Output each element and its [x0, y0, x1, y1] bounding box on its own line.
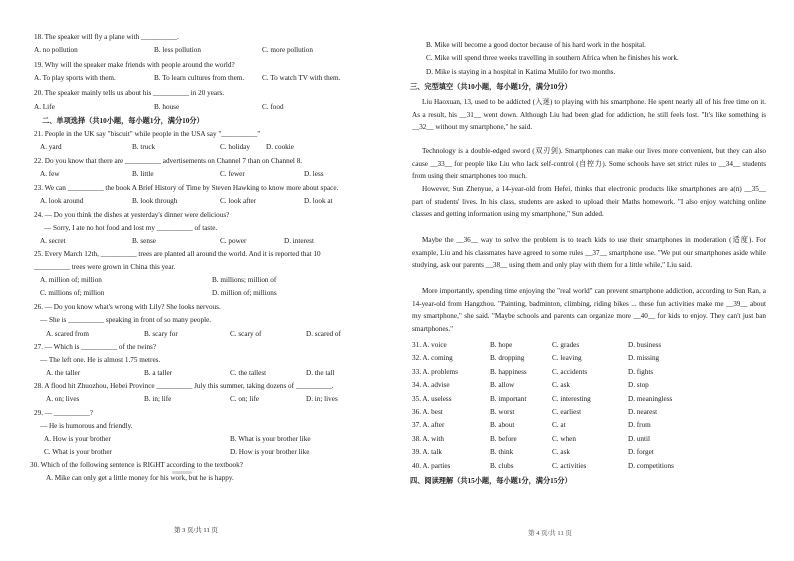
option[interactable]: B. allow — [490, 381, 515, 390]
option[interactable]: D. meaningless — [628, 394, 673, 403]
option[interactable]: B. worst — [490, 408, 515, 416]
question-26: 26. — Do you know what's wrong with Lily? She looks nervous. — [34, 303, 221, 311]
option[interactable]: B. in; life — [144, 395, 172, 403]
option[interactable]: B. To learn cultures from them. — [154, 74, 245, 82]
option[interactable]: D. from — [628, 421, 651, 430]
option[interactable]: B. hope — [490, 341, 513, 349]
option[interactable]: 35. A. useless — [412, 394, 452, 403]
option[interactable]: C. leaving — [552, 354, 582, 363]
option[interactable]: A. on; lives — [46, 395, 80, 403]
option[interactable]: D. fights — [628, 367, 654, 376]
option[interactable]: A. no pollution — [34, 46, 78, 54]
option[interactable]: B. What is your brother like — [230, 435, 311, 443]
option[interactable]: C. interesting — [552, 394, 591, 403]
question-27-reply: — The left one. He is almost 1.75 metres. — [40, 356, 161, 364]
question-21: 21. People in the UK say "biscuit" while people in the USA say "__________" — [34, 130, 261, 138]
option[interactable]: 37. A. after — [412, 421, 445, 430]
page-number: 第 3 页/共 11 页 — [174, 527, 218, 534]
option[interactable]: B. about — [490, 421, 515, 430]
option[interactable]: C. at — [552, 421, 566, 430]
option[interactable]: B. truck — [132, 143, 156, 151]
question-30: 30. Which of the following sentence is RIGHT according to the textbook? — [30, 461, 243, 469]
option[interactable]: D. less — [304, 170, 324, 178]
question-26-reply: — She is __________ speaking in front of so many people. — [40, 316, 212, 324]
cloze-paragraph: More importantly, spending time enjoying the "real world" can prevent smartphone addiction, according to Sun Ran, a 14-year-old from Hangzhou. "Painting, badminton, climbing, riding bikes ... these fun activities make me __39__ about my smartphone," she said. "Maybe schools and parents can organize more __40__ for kids to enjoy. They can't just ban smartphones." — [412, 287, 766, 334]
cloze-paragraph: Maybe the __36__ way to solve the problem is to teach kids to use their smartphones in moderation (适度). For example, Liu and his classmates have agreed to some rules __37__ smartphone use. "We put our smartphones aside while studying, ask our parents __38__ using them and only play with them for a little while," Liu said. — [412, 236, 766, 270]
option[interactable]: D. scared of — [306, 330, 341, 338]
option[interactable]: A. Life — [34, 103, 55, 111]
option[interactable]: 33. A. problems — [412, 367, 458, 376]
option[interactable]: A. the taller — [46, 369, 81, 377]
option[interactable]: D. business — [628, 341, 662, 349]
option[interactable]: D. interest — [284, 237, 314, 245]
option[interactable]: D. forget — [628, 448, 654, 457]
question-29: 29. — __________? — [34, 409, 93, 417]
option[interactable]: C. scary of — [230, 330, 262, 338]
question-25-cont: __________ trees were grown in China this year. — [34, 263, 176, 271]
question-29-reply: — He is humorous and friendly. — [40, 422, 133, 430]
option[interactable]: D. competitions — [628, 461, 674, 470]
option[interactable]: C. food — [262, 103, 284, 111]
option[interactable]: B. millions; million of — [212, 276, 277, 284]
option[interactable]: D. nearest — [628, 408, 658, 416]
option[interactable]: D. million of; millions — [212, 289, 277, 297]
option[interactable]: 36. A. best — [412, 408, 443, 416]
option[interactable]: C. the tallest — [230, 369, 267, 377]
option[interactable]: D. How is your brother like — [230, 448, 310, 456]
question-25: 25. Every March 12th, __________ trees are planted all around the world. And it is reported that 10 — [34, 250, 321, 258]
option[interactable]: 31. A. voice — [412, 341, 447, 349]
option[interactable]: B. a taller — [144, 369, 173, 377]
option[interactable]: D. Mike is staying in a hospital in Katima Mulilo for two months. — [426, 68, 616, 76]
option[interactable]: D. look at — [304, 197, 333, 205]
option[interactable]: A. scared from — [46, 330, 89, 338]
option[interactable]: B. Mike will become a good doctor because of his hard work in the hospital. — [426, 41, 646, 49]
option[interactable]: B. clubs — [490, 461, 514, 470]
question-22: 22. Do you know that there are __________ advertisements on Channel 7 than on Channel 8. — [34, 157, 303, 165]
option[interactable]: C. look after — [220, 197, 257, 205]
option[interactable]: A. million of; million — [40, 276, 102, 284]
option[interactable]: B. think — [490, 448, 514, 457]
option[interactable]: D. in; lives — [306, 395, 338, 403]
option[interactable]: C. accidents — [552, 367, 588, 376]
option[interactable]: C. Mike will spend three weeks travelling in southern Africa when he finishes his work. — [426, 54, 679, 62]
option[interactable]: 32. A. coming — [412, 354, 453, 363]
option[interactable]: D. missing — [628, 354, 660, 363]
question-19: 19. Why will the speaker make friends with people around the world? — [34, 61, 235, 69]
option[interactable]: B. house — [154, 103, 180, 111]
option[interactable]: B. dropping — [490, 354, 525, 363]
section-heading: 三、完型填空（共10小题，每小题1分，满分10分） — [410, 83, 572, 91]
option[interactable]: C. To watch TV with them. — [262, 74, 341, 82]
question-20: 20. The speaker mainly tells us about his __________ in 20 years. — [34, 89, 225, 97]
question-23: 23. We can __________ the book A Brief History of Time by Steven Hawking to know more about space. — [34, 184, 339, 192]
option[interactable]: 38. A. with — [412, 434, 444, 443]
cloze-paragraph: However, Sun Zhenyue, a 14-year-old from Hefei, thinks that electronic products like smartphones are a(n) __35__ part of students' lives. In his class, students are asked to upload their Maths homework. "I also enjoy watching online classes and getting information using my smartphone," Sun added. — [412, 185, 766, 219]
option[interactable]: A. Mike can only get a little money for his work, but he is happy. — [46, 474, 234, 482]
option[interactable]: C. earliest — [552, 408, 582, 416]
option[interactable]: C. more pollution — [262, 46, 313, 54]
scan-smudge — [172, 471, 192, 474]
option[interactable]: A. few — [40, 170, 60, 178]
option[interactable]: D. stop — [628, 381, 649, 390]
option[interactable]: C. activities — [552, 461, 587, 470]
option[interactable]: 39. A. talk — [412, 448, 442, 457]
option[interactable]: A. To play sports with them. — [34, 74, 116, 82]
option[interactable]: B. important — [490, 394, 527, 403]
option[interactable]: B. sense — [132, 237, 156, 245]
option[interactable]: B. less pollution — [154, 46, 201, 54]
option[interactable]: C. fewer — [220, 170, 245, 178]
option[interactable]: C. ask — [552, 448, 570, 457]
option[interactable]: C. when — [552, 434, 576, 443]
cloze-paragraph: Technology is a double-edged sword (双刃剑). Smartphones can make our lives more convenient, but they can also cause __33__ for people like Liu who lack self-control (自控力). Some schools have set strict rules to __34__ students from using their smartphones too much. — [412, 147, 766, 181]
option[interactable]: D. the tall — [306, 369, 335, 377]
question-28: 28. A flood hit Zhuozhou, Hebei Province __________ July this summer, taking dozens of __________. — [34, 382, 334, 390]
option[interactable]: 34. A. advise — [412, 381, 450, 390]
question-24: 24. — Do you think the dishes at yesterday's dinner were delicious? — [34, 211, 230, 219]
option[interactable]: B. happiness — [490, 367, 527, 376]
cloze-paragraph: Liu Haoxuan, 13, used to be addicted (入迷) to playing with his smartphone. He spent nearly all of his free time on it. As a result, his __31__ went down. Although Liu had been glad for addiction, he still feels lost. "It's like something is __32__ without my smartphone," he said. — [412, 98, 766, 132]
option[interactable]: C. grades — [552, 341, 580, 349]
option[interactable]: A. look around — [40, 197, 84, 205]
question-18: 18. The speaker will fly a plane with __________. — [34, 33, 179, 41]
option[interactable]: D. until — [628, 434, 650, 443]
option[interactable]: C. on; life — [230, 395, 259, 403]
question-27: 27. — Which is __________ of the twins? — [34, 343, 157, 351]
option[interactable]: A. secret — [40, 237, 66, 245]
option[interactable]: C. millions of; million — [40, 289, 105, 297]
option[interactable]: B. before — [490, 434, 517, 443]
option[interactable]: D. cookie — [266, 143, 294, 151]
option[interactable]: 40. A. parties — [412, 461, 451, 470]
section-heading: 二、单项选择（共10小题，每小题1分，满分10分） — [42, 117, 204, 125]
option[interactable]: B. scary for — [144, 330, 178, 338]
option[interactable]: B. little — [132, 170, 154, 178]
section-heading: 四、阅读理解（共15小题，每小题1分，满分15分） — [410, 477, 572, 485]
option[interactable]: C. power — [220, 237, 247, 245]
option[interactable]: C. What is your brother — [44, 448, 112, 456]
option[interactable]: A. How is your brother — [44, 435, 111, 443]
option[interactable]: C. ask — [552, 381, 570, 390]
option[interactable]: C. holiday — [220, 143, 250, 151]
question-24-reply: — Sorry, I ate no hot food and lost my __________ of taste. — [44, 224, 218, 232]
option[interactable]: B. look through — [132, 197, 178, 205]
page-number: 第 4 页/共 11 页 — [528, 530, 572, 537]
option[interactable]: A. yard — [40, 143, 62, 151]
